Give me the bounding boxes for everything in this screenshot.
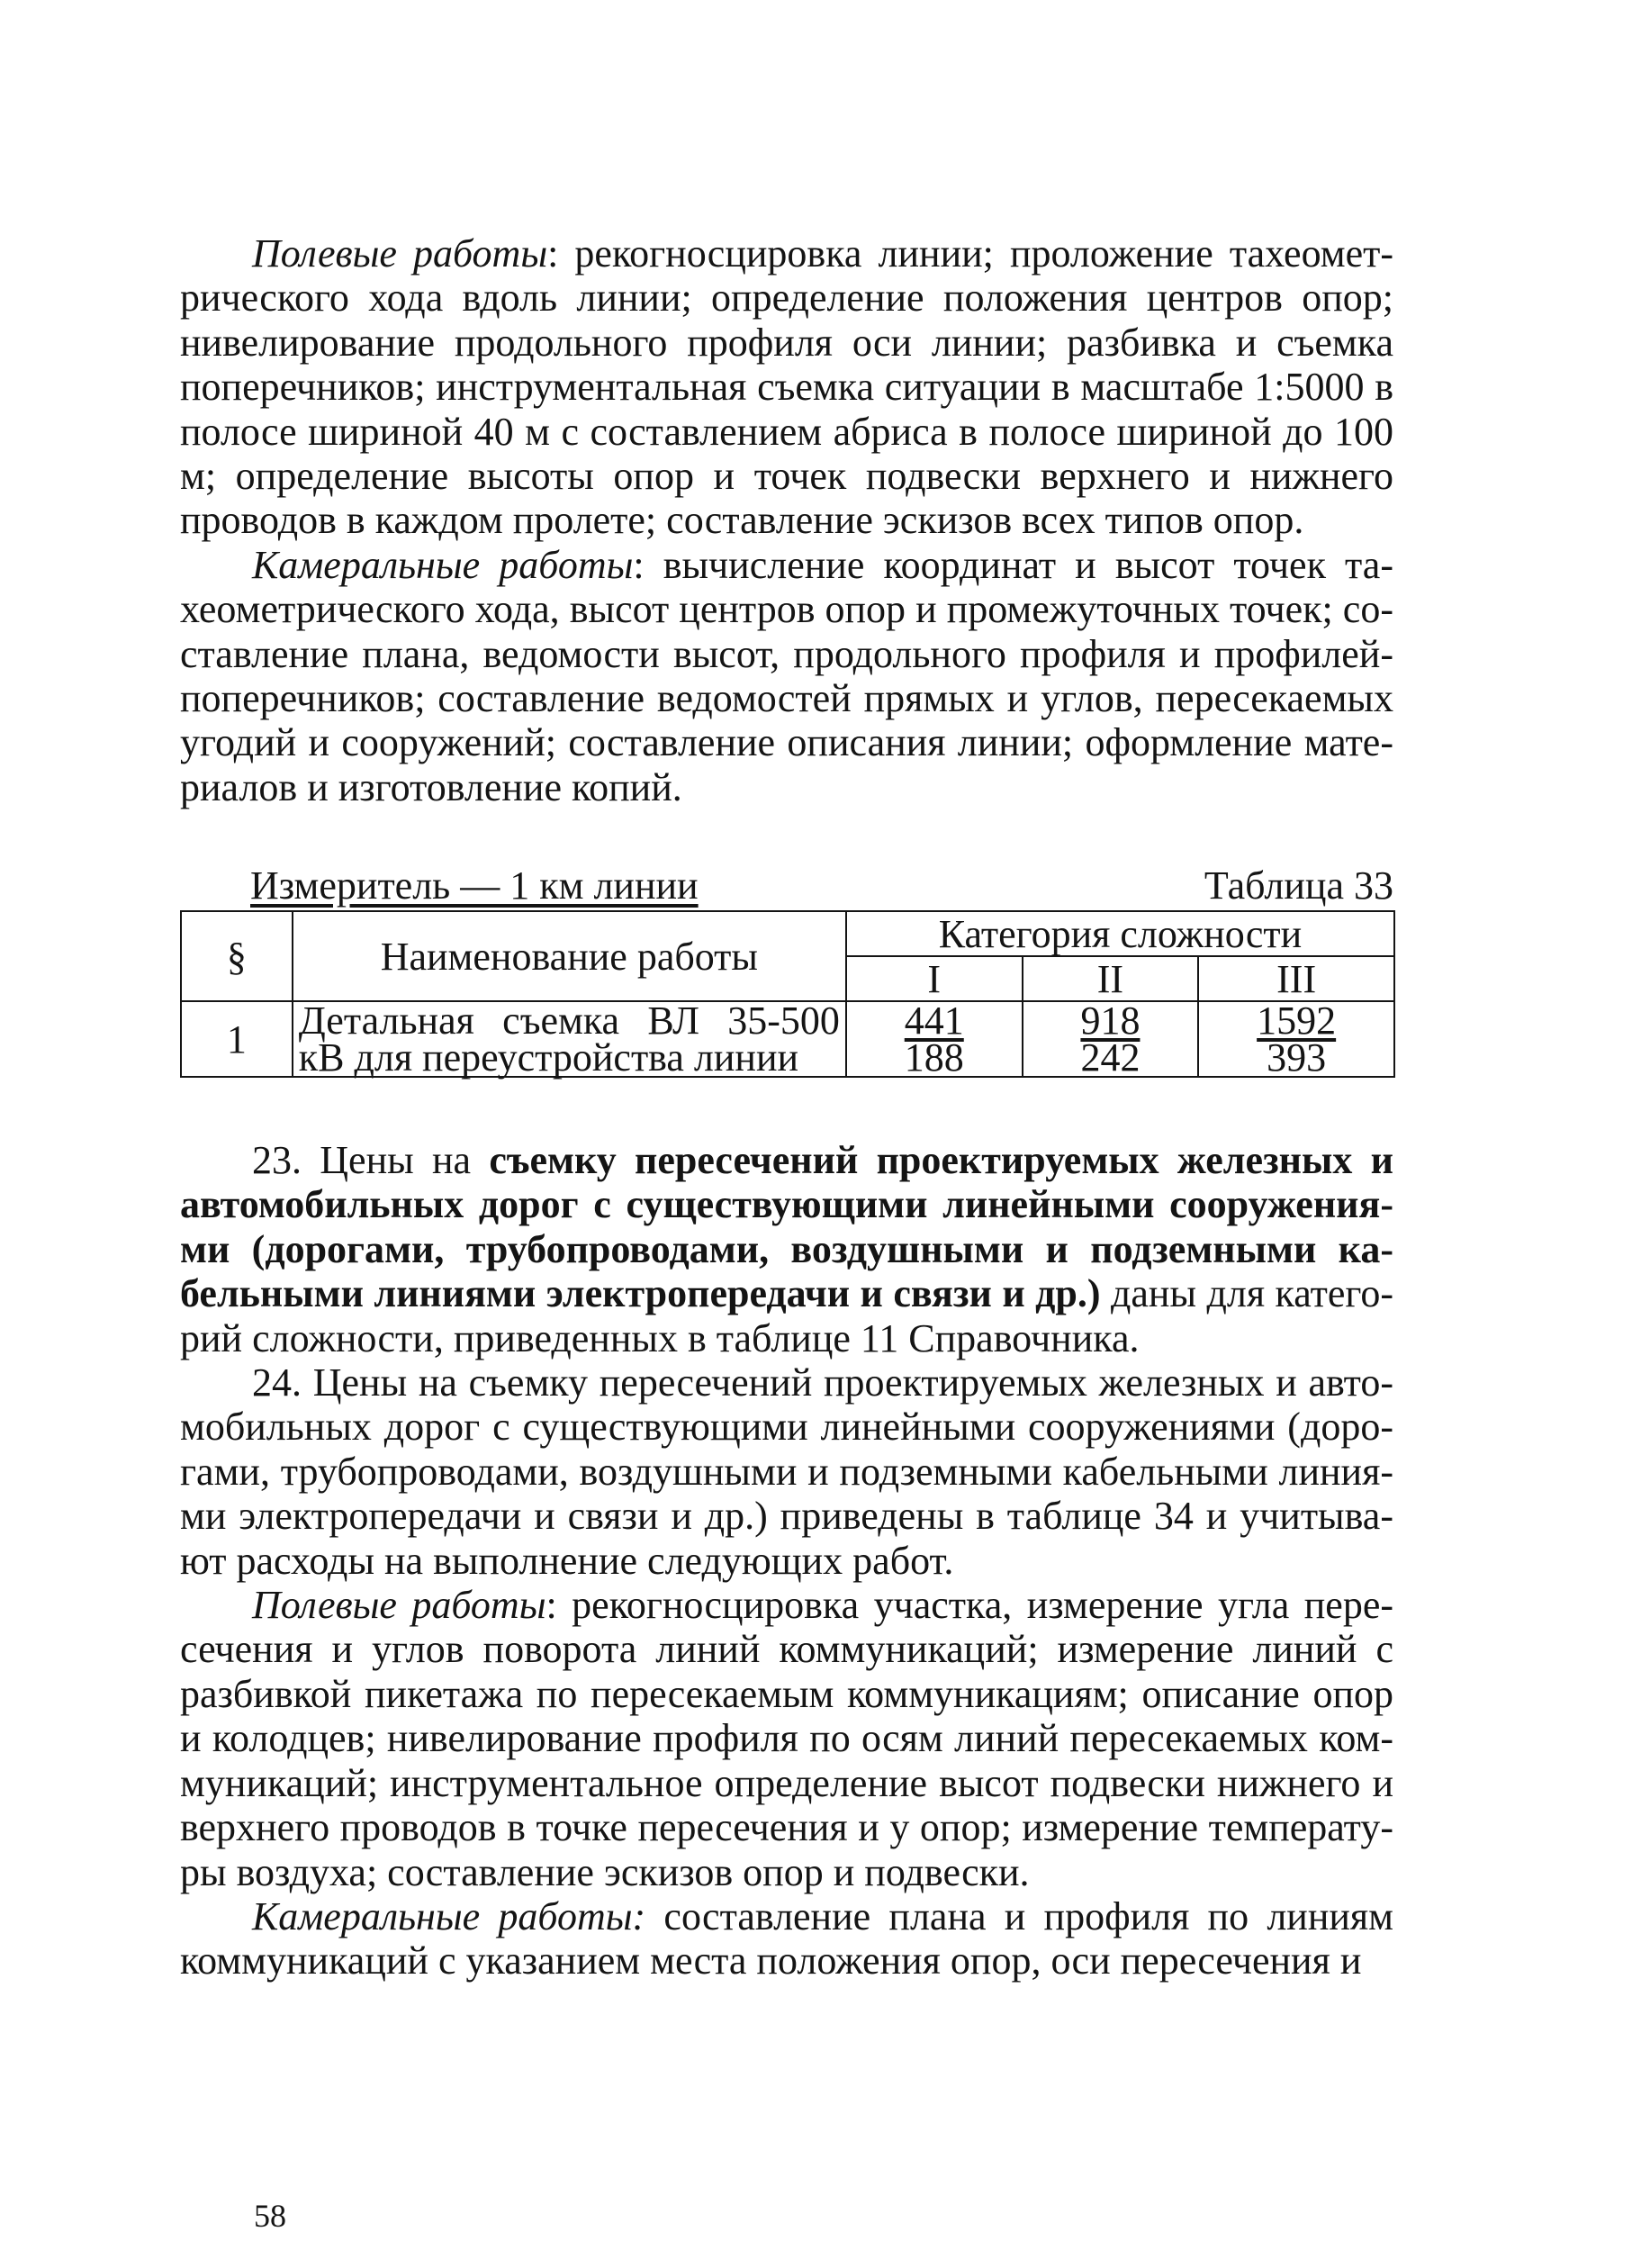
paragraph-office-works-2 [180,1894,1393,1983]
office-works-text: : вычисление координат и высот точек тахеометрического хода, высот центров опор и промежуточных точек; составление плана, ведомости высот, продольного профиля и профилейпоперечников; составление ведомостей прямых и углов, пересекаемых угодий и сооружений; составление описания линии; оформление материалов и изготовление копий. [180,542,1393,809]
table-row [181,1001,1394,1077]
row-work-name [293,998,846,1080]
header-category-1: I [846,956,1023,1001]
cell-category-2 [1023,998,1199,1080]
header-category-3: III [1198,956,1394,1001]
office-works-2-text: составление плана и профиля по линиям коммуникаций с указанием места положения опор, оси пересечения и [180,1893,1394,1983]
cell-category-3 [1198,998,1394,1080]
p23-bold: съемку пересечений проектируемых железных и автомобильных дорог с существующими линейными сооружениями (дорогами, трубопроводами, воздушными и подземными кабельными линиями электропередачи и связи и др.) [180,1138,1393,1316]
table-number-caption: Таблица 33 [1204,863,1393,908]
paragraph-office-works [180,543,1393,809]
bottom-text-block [180,1138,1393,1983]
field-works-lead: Полевые работы [252,231,548,276]
field-works-2-text: : рекогносцировка участка, измерение угла пересечения и углов поворота линий коммуникаций; измерение линий с разбивкой пикетажа по пересекаемым коммуникациям; описание опор и колодцев; нивелирование профиля по осям линий пересекаемых коммуникаций; инструментальное определение высот подвески нижнего и верхнего проводов в точке пересечения и у опор; измерение температуры воздуха; составление эскизов опор и подвески. [180,1583,1393,1894]
table-unit-caption: Измеритель — 1 км линии [250,863,699,908]
office-works-2-lead: Камеральные работы: [252,1893,646,1938]
table-header-row [181,911,1394,956]
table-caption [250,864,1393,908]
value-top-1: 441 [904,998,964,1043]
header-work-name: Наименование работы [293,911,846,1001]
paragraph-field-works [180,231,1393,543]
row-work-name-line2: кВ для переустройства линии [298,1035,799,1080]
page-number: 58 [254,2198,286,2234]
office-works-lead: Камеральные работы [252,542,634,587]
p23-end: даны для категорий сложности, приведенных в таблице 11 Справочника. [180,1271,1393,1360]
header-complexity-category: Категория сложности [846,911,1394,956]
p23-start: Цены на [302,1138,490,1182]
header-section: § [181,911,293,1001]
value-top-2: 918 [1080,998,1141,1043]
row-number: 1 [181,1001,293,1077]
field-works-2-lead: Полевые работы [252,1583,546,1628]
value-bottom-2: 242 [1080,1035,1141,1080]
row-work-name-line1: Детальная съемка ВЛ 35-500 [298,998,840,1043]
paragraph-24: 24. Цены на съемку пересечений проектируемых железных и автомобильных дорог с существующими линейными сооружениями (дорогами, трубопроводами, воздушными и подземными кабельными линиями электропередачи и связи и др.) приведены в таблице 34 и учитывают расходы на выполнение следующих работ. [180,1360,1393,1583]
cell-category-1 [846,998,1023,1080]
value-top-3: 1592 [1257,998,1337,1043]
top-text-block [180,231,1393,809]
value-bottom-1: 188 [904,1035,964,1080]
header-category-2: II [1023,956,1199,1001]
paragraph-23 [180,1138,1393,1360]
rates-table [180,910,1395,1078]
field-works-text: : рекогносцировка линии; проложение тахеометрического хода вдоль линии; определение положения центров опор; нивелирование продольного профиля оси линии; разбивка и съемка поперечников; инструментальная съемка ситуации в масштабе 1:5000 в полосе шириной 40 м с составлением абриса в полосе шириной до 100 м; определение высоты опор и точек подвески верхнего и нижнего проводов в каждом пролете; составление эскизов всех типов опор. [180,231,1393,543]
value-bottom-3: 393 [1267,1035,1327,1080]
paragraph-field-works-2 [180,1583,1393,1894]
p23-number: 23. [252,1138,302,1182]
